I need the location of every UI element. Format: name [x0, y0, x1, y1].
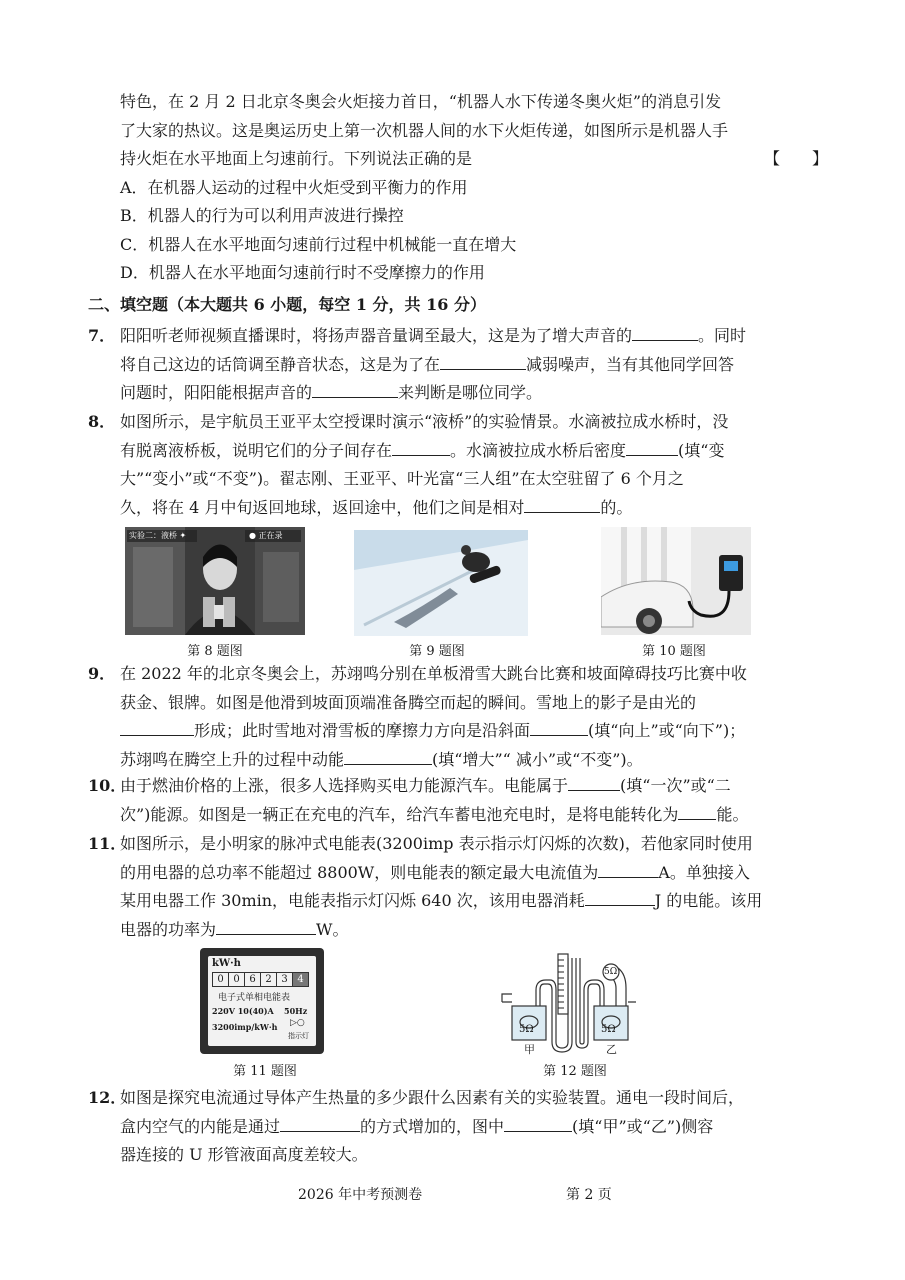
q9-text-3b: (填“向上”或“向下”)； — [588, 721, 746, 740]
q12-text-3: 器连接的 U 形管液面高度差较大。 — [120, 1145, 368, 1164]
q11-blank-2[interactable] — [585, 887, 655, 906]
joule-apparatus-figure — [498, 950, 638, 1054]
q11-blank-1[interactable] — [598, 859, 658, 878]
q7-text-2b: 减弱噪声，当有其他同学回答 — [526, 354, 735, 374]
fig9-caption: 第 9 题图 — [409, 644, 465, 659]
q11-text-2b: A。单独接入 — [658, 862, 750, 882]
q9-text-4b: (填“增大”“ 减小”或“不变”)。 — [432, 749, 643, 769]
q9-text-2: 获金、银牌。如图是他滑到坡面顶端准备腾空而起的瞬间。雪地上的影子是由光的 — [120, 692, 697, 712]
q11-text-1: 如图所示，是小明家的脉冲式电能表(3200imp 表示指示灯闪烁的次数)，若他家同时使用 — [120, 834, 753, 853]
meter-digit: 0 — [229, 972, 245, 987]
meter-name: 电子式单相电能表 — [218, 993, 291, 1003]
footer-title: 2026 年中考预测卷 — [298, 1187, 423, 1203]
q8-text-3: 大”“变小”或“不变”)。翟志刚、王亚平、叶光富“三人组”在太空驻留了 6 个月之 — [120, 469, 684, 488]
q7-blank-3[interactable] — [312, 379, 398, 398]
q10-text-2b: 能。 — [716, 804, 749, 824]
q9-blank-1[interactable] — [120, 717, 194, 736]
q12-text-2b: 的方式增加的，图中 — [360, 1116, 505, 1136]
fig10-photo — [601, 527, 751, 635]
q8-text-2a: 有脱离液桥板，说明它们的分子间存在 — [120, 440, 393, 460]
page-number: 第 2 页 — [566, 1187, 612, 1203]
meter-unit: kW·h — [212, 958, 241, 969]
q6-line-3: 持火炬在水平地面上匀速前行。下列说法正确的是 — [120, 149, 473, 168]
q9-text-3a: 形成；此时雪地对滑雪板的摩擦力方向是沿斜面 — [194, 721, 531, 740]
q9-text-4a: 苏翊鸣在腾空上升的过程中动能 — [120, 749, 345, 769]
container-yi-label: 乙 — [606, 1043, 617, 1056]
q7-text-1b: 。同时 — [698, 326, 747, 345]
meter-digit: 6 — [245, 972, 261, 987]
q6-option-c: C．机器人在水平地面匀速前行过程中机械能一直在增大 — [120, 234, 517, 254]
q10-text-1a: 由于燃油价格的上涨，很多人选择购买电力能源汽车。电能属于 — [120, 776, 569, 795]
meter-spec-1a: 220V 10(40)A — [212, 1006, 274, 1016]
q11-text-4a: 电器的功率为 — [120, 919, 217, 939]
q8-blank-3[interactable] — [524, 494, 600, 513]
q8-text-1: 如图所示，是宇航员王亚平太空授课时演示“液桥”的实验情景。水滴被拉成水桥时，没 — [120, 412, 729, 431]
question-8 — [88, 408, 828, 522]
question-12 — [88, 1084, 828, 1170]
fig8-photo — [125, 527, 305, 635]
q9-text-1: 在 2022 年的北京冬奥会上，苏翊鸣分别在单板滑雪大跳台比赛和坡面障碍技巧比赛中收 — [120, 664, 747, 683]
fig8-caption: 第 8 题图 — [187, 644, 243, 659]
q7-text-2a: 将自己这边的话筒调至静音状态，这是为了在 — [120, 354, 441, 374]
q12-blank-1[interactable] — [280, 1113, 360, 1132]
q7-number: 7． — [88, 326, 116, 345]
q10-blank-1[interactable] — [568, 772, 620, 791]
container-jia-label: 甲 — [524, 1043, 535, 1056]
q6-option-d: D．机器人在水平地面匀速前行时不受摩擦力的作用 — [120, 263, 485, 282]
q11-text-3a: 某用电器工作 30min，电能表指示灯闪烁 640 次，该用电器消耗 — [120, 891, 585, 910]
q9-number: 9． — [88, 664, 116, 683]
q10-text-2a: 次”)能源。如图是一辆正在充电的汽车，给汽车蓄电池充电时，是将电能转化为 — [120, 804, 679, 824]
q11-text-4b: W。 — [316, 919, 349, 939]
fig10-caption: 第 10 题图 — [642, 644, 706, 659]
q8-text-4a: 久，将在 4 月中旬返回地球，返回途中，他们之间是相对 — [120, 497, 525, 517]
q10-text-1b: (填“一次”或“二 — [620, 776, 731, 795]
q12-number: 12． — [88, 1088, 127, 1107]
q7-text-1a: 阳阳听老师视频直播课时，将扬声器音量调至最大，这是为了增大声音的 — [120, 326, 633, 345]
q6-option-b: B．机器人的行为可以利用声波进行操控 — [120, 206, 404, 225]
fig11-caption: 第 11 题图 — [233, 1064, 297, 1079]
meter-spec-1b: 50Hz — [284, 1006, 308, 1016]
q9-blank-3[interactable] — [344, 746, 432, 765]
meter-face — [208, 956, 316, 1046]
q6-line-3-wrap — [88, 145, 828, 174]
q9-blank-2[interactable] — [530, 717, 588, 736]
left-resistor-label: 5Ω — [519, 1024, 534, 1035]
meter-lamp-icon: ▷○ — [290, 1018, 305, 1028]
q7-text-3a: 问题时，阳阳能根据声音的 — [120, 383, 313, 402]
q11-text-2a: 的用电器的总功率不能超过 8800W，则电能表的额定最大电流值为 — [120, 862, 599, 882]
meter-digit: 0 — [212, 972, 229, 987]
fig9-photo — [354, 530, 528, 636]
q6-option-a: A．在机器人运动的过程中火炬受到平衡力的作用 — [120, 177, 468, 197]
q8-text-2c: (填“变 — [678, 440, 725, 460]
q10-blank-2[interactable] — [678, 801, 716, 820]
fig12-caption: 第 12 题图 — [543, 1064, 607, 1079]
q8-blank-1[interactable] — [392, 437, 450, 456]
fig8-overlay-rec: ● 正在录 — [249, 531, 283, 540]
section-heading: 二、填空题（本大题共 6 小题，每空 1 分，共 16 分） — [88, 295, 486, 314]
q12-text-1: 如图是探究电流通过导体产生热量的多少跟什么因素有关的实验装置。通电一段时间后， — [120, 1088, 745, 1107]
q7-blank-2[interactable] — [440, 351, 526, 370]
meter-digit: 2 — [261, 972, 277, 987]
q8-text-2b: 。水滴被拉成水桥后密度 — [450, 440, 627, 460]
q12-blank-2[interactable] — [504, 1113, 572, 1132]
q6-line-1: 特色，在 2 月 2 日北京冬奥会火炬接力首日，“机器人水下传递冬奥火炬”的消息引发 — [120, 92, 722, 111]
q8-text-4b: 的。 — [600, 497, 633, 517]
answer-bracket: 【 】 — [763, 149, 828, 168]
q10-number: 10． — [88, 776, 127, 795]
top-resistor-label: 5Ω — [604, 967, 618, 977]
q8-blank-2[interactable] — [626, 437, 678, 456]
meter-digit-decimal: 4 — [293, 972, 309, 987]
meter-digit: 3 — [277, 972, 293, 987]
q7-text-3b: 来判断是哪位同学。 — [398, 383, 543, 402]
question-7 — [88, 322, 828, 408]
energy-meter-figure — [200, 948, 324, 1054]
meter-lamp-label: 指示灯 — [288, 1032, 309, 1040]
q12-text-2a: 盒内空气的内能是通过 — [120, 1116, 281, 1136]
question-10 — [88, 772, 828, 829]
meter-spec-2: 3200imp/kW·h — [212, 1022, 278, 1032]
q8-number: 8． — [88, 412, 116, 431]
q11-number: 11． — [88, 834, 127, 853]
q11-text-3b: J 的电能。该用 — [654, 891, 763, 910]
q12-text-2c: (填“甲”或“乙”)侧容 — [572, 1116, 714, 1136]
question-9 — [88, 660, 828, 774]
fig8-overlay-title: 实验二：液桥 ✦ — [129, 531, 187, 540]
meter-digits — [212, 972, 309, 987]
q6-line-2: 了大家的热议。这是奥运历史上第一次机器人间的水下火炬传递，如图所示是机器人手 — [120, 120, 729, 140]
right-resistor-label: 5Ω — [601, 1024, 616, 1035]
question-11 — [88, 830, 828, 944]
q7-blank-1[interactable] — [632, 322, 698, 341]
question-6 — [88, 88, 828, 288]
q11-blank-3[interactable] — [216, 916, 316, 935]
